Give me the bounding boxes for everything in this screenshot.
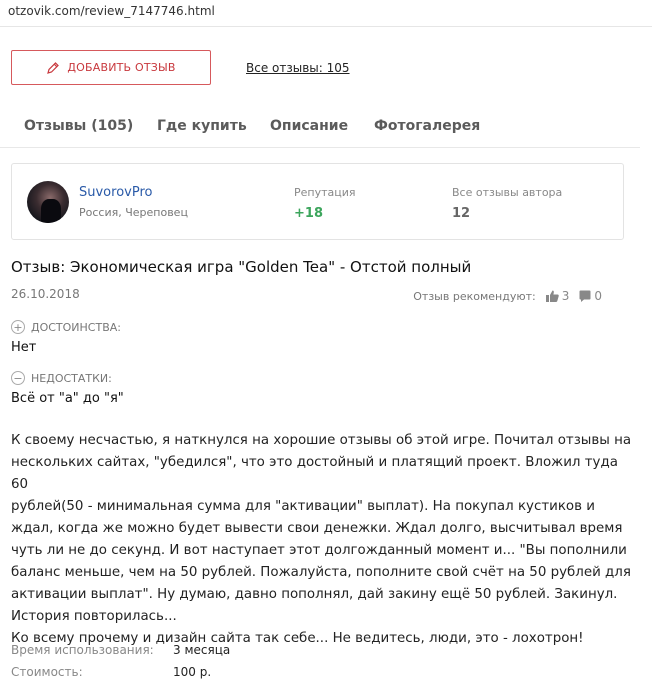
likes-count: 3	[561, 289, 570, 303]
add-review-label: ДОБАВИТЬ ОТЗЫВ	[67, 61, 176, 74]
reputation-value: +18	[294, 206, 323, 221]
minus-icon: −	[11, 371, 25, 385]
author-card	[11, 163, 624, 240]
all-reviews-link[interactable]: Все отзывы: 105	[246, 61, 350, 75]
review-body-line: рублей(50 - минимальная сумма для "активации" выплат). На покупал кустиков и	[11, 499, 595, 514]
review-body	[11, 430, 636, 650]
cons-label	[11, 371, 112, 385]
plus-icon: +	[11, 320, 25, 334]
author-reviews-label: Все отзывы автора	[452, 186, 563, 199]
avatar[interactable]	[27, 181, 69, 223]
review-body-line: ждал, когда же можно будет вывести свои денежки. Ждал долго, высчитывал время	[11, 521, 623, 536]
thumbs-up-icon	[546, 290, 559, 302]
cons-text: Всё от "а" до "я"	[11, 391, 124, 406]
author-reviews-count[interactable]: 12	[452, 206, 471, 221]
review-body-line: активации выплат". Ну думаю, давно пополнял, дай закину ещё 50 рублей. Закинул.	[11, 587, 618, 602]
tab-bar	[0, 108, 640, 148]
comments-button[interactable]	[579, 289, 602, 303]
recommend-label: Отзыв рекомендуют:	[413, 289, 536, 303]
usage-time-label: Время использования:	[11, 643, 154, 657]
tab-photo-gallery[interactable]: Фотогалерея	[374, 118, 481, 134]
pros-label	[11, 320, 121, 334]
review-title: Отзыв: Экономическая игра "Golden Tea" - Отстой полный	[11, 258, 472, 276]
review-body-line: баланс меньше, чем на 50 рублей. Пожалуйста, пополните свой счёт на 50 рублей для	[11, 565, 631, 580]
review-body-line: нескольких сайтах, "убедился", что это достойный и платящий проект. Вложил туда 60	[11, 455, 618, 492]
pros-text: Нет	[11, 340, 37, 355]
review-body-line: История повторилась...	[11, 609, 177, 624]
tab-description[interactable]: Описание	[270, 118, 349, 134]
comment-icon	[579, 290, 591, 302]
divider	[0, 26, 652, 27]
usage-time-value: 3 месяца	[173, 643, 231, 657]
cost-label: Стоимость:	[11, 665, 83, 679]
review-date: 26.10.2018	[11, 287, 80, 301]
comments-count: 0	[594, 289, 602, 303]
author-city: Россия, Череповец	[79, 206, 188, 219]
tab-reviews[interactable]: Отзывы (105)	[24, 118, 134, 134]
pencil-icon	[46, 61, 60, 75]
review-body-line: Ко всему прочему и дизайн сайта так себе... Не ведитесь, люди, это - лохотрон!	[11, 631, 584, 646]
tab-where-to-buy[interactable]: Где купить	[157, 118, 247, 134]
like-button[interactable]	[546, 289, 570, 303]
review-body-line: К своему несчастью, я наткнулся на хорошие отзывы об этой игре. Почитал отзывы на	[11, 433, 632, 448]
cons-label-text: НЕДОСТАТКИ:	[31, 371, 112, 385]
recommend-block	[413, 289, 602, 303]
pros-label-text: ДОСТОИНСТВА:	[31, 320, 121, 334]
reputation-label: Репутация	[294, 186, 356, 199]
url-bar[interactable]: otzovik.com/review_7147746.html	[8, 4, 215, 18]
cost-value: 100 р.	[173, 665, 212, 679]
add-review-button[interactable]	[11, 50, 211, 85]
review-body-line: чуть ли не до секунд. И вот наступает этот долгожданный момент и... "Вы пополнили	[11, 543, 627, 558]
author-name[interactable]: SuvorovPro	[79, 185, 153, 200]
